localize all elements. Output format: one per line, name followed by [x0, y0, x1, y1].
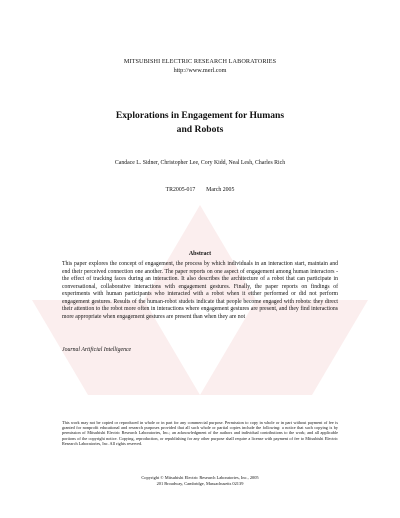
lab-url: http://www.merl.com: [173, 67, 227, 74]
paper-title-line-1: Explorations in Engagement for Humans: [115, 110, 285, 121]
paper-title-line-2: and Robots: [176, 124, 224, 135]
author-list: Candace L. Sidner, Christopher Lee, Cory Kidd, Neal Lesh, Charles Rich: [114, 160, 286, 166]
copy-notice: This work may not be copied or reproduced in whole or in part for any commercial purpose. Permission to copy in whole or in part without payment of fee is granted for nonprofit educational and research purposes provided that all such whole or partial copies include the following: a notice that such copying is by permission of Mitsubishi Electric Research Laboratories, Inc.; an acknowledgment of the authors and individual contributions to the work; and all applicable portions of the copyright notice. Copying, reproduction, or republishing for any other purpose shall require a license with payment of fee to Mitsubishi Electric Research Laboratories, Inc. All rights reserved.: [62, 420, 338, 446]
lab-name: MITSUBISHI ELECTRIC RESEARCH LABORATORIES: [123, 58, 277, 65]
keywords: Journal Artificial Intelligence: [62, 347, 132, 353]
report-info: [0, 187, 400, 193]
copyright-line: Copyright © Mitsubishi Electric Research Laboratories, Inc., 2005: [141, 475, 259, 480]
address-line: 201 Broadway, Cambridge, Massachusetts 02139: [156, 481, 244, 486]
report-number: TR2005-017: [165, 187, 196, 193]
paper-title: [0, 109, 400, 137]
report-date: March 2005: [206, 187, 235, 193]
abstract-text: This paper explores the concept of engagement, the process by which individuals in an interaction start, maintain and end their perceived connection one another. The paper reports on one aspect of engagement among human interactors - the effect of tracking faces during an interaction. It also describes the architecture of a robot that can participate in conversational, collaborative interactions with engagement gestures. Finally, the paper reports on findings of experiments with human participants who interacted with a robot when it either performed or did not perform engagement gestures. Results of the human-robot studeis indicate that people become engaged with robots: they direct their attention to the robot more often in interactions where engagement gestures are present, and they find interactions more appropriate when engagement gestures are present than when they are not: [62, 261, 338, 320]
abstract-heading: Abstract: [188, 251, 212, 257]
